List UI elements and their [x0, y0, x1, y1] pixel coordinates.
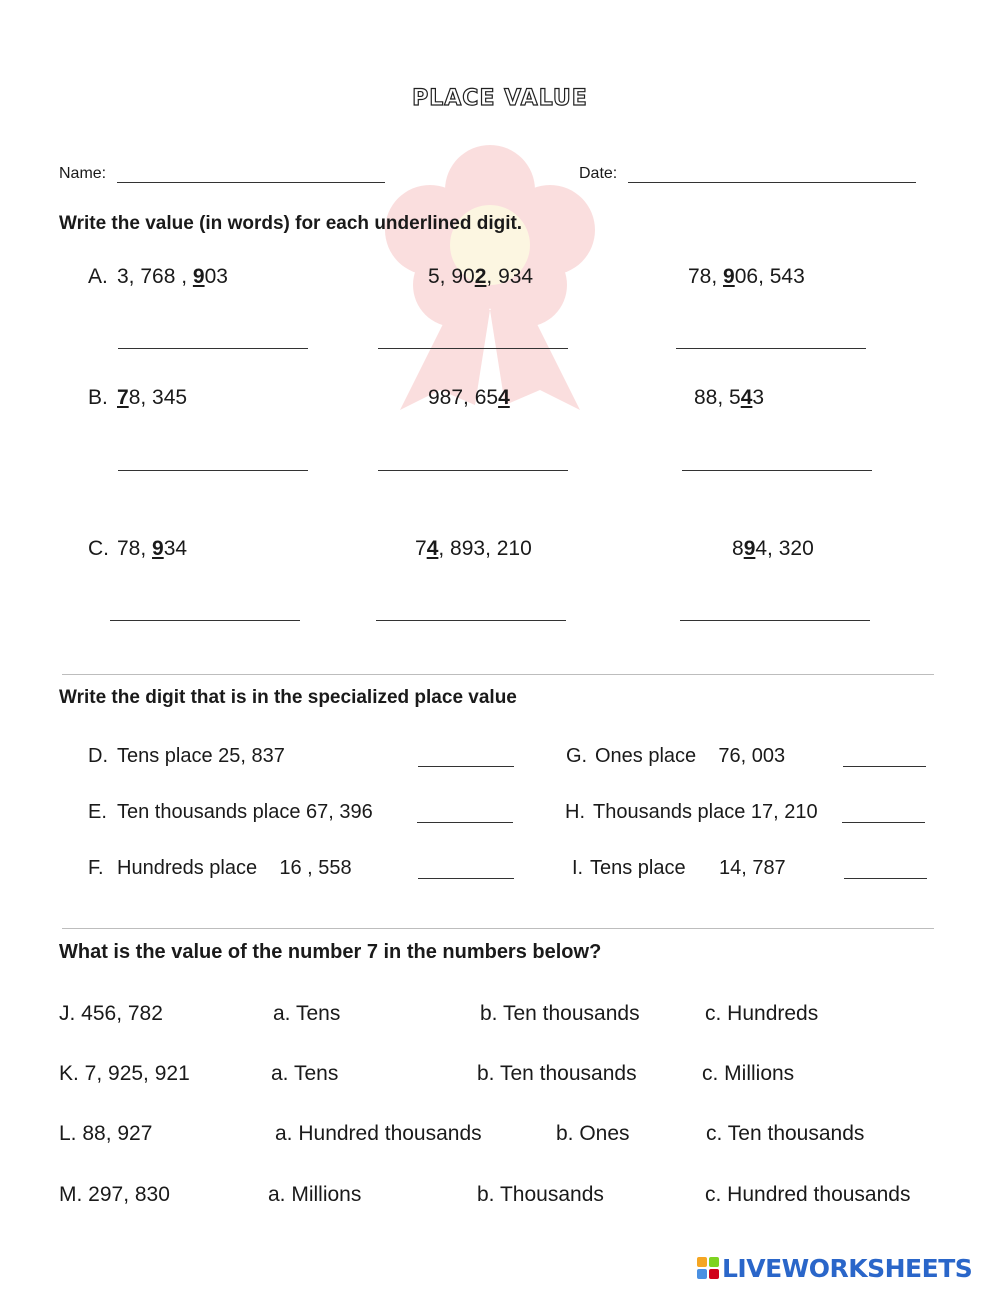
underlined-digit: 9	[743, 537, 756, 560]
item-i-letter: I.	[572, 857, 584, 879]
answer-blank-c1[interactable]	[110, 620, 300, 621]
option-l-a[interactable]: a. Hundred thousands	[275, 1122, 482, 1145]
question-m: M. 297, 830	[59, 1183, 170, 1206]
logo-blocks-icon	[697, 1257, 719, 1279]
option-l-b[interactable]: b. Ones	[556, 1122, 630, 1145]
underlined-digit: 9	[723, 265, 735, 288]
answer-blank-h[interactable]	[842, 822, 925, 823]
section-divider	[62, 674, 934, 675]
item-g-letter: G.	[566, 745, 588, 767]
row-a-letter: A.	[88, 265, 108, 288]
item-b3: 88, 543	[694, 386, 765, 409]
section2-heading: Write the digit that is in the specialized place value	[59, 687, 517, 708]
item-b1: 78, 345	[117, 386, 188, 409]
option-j-a[interactable]: a. Tens	[273, 1002, 341, 1025]
underlined-digit: 4	[426, 537, 439, 560]
underlined-digit: 7	[117, 386, 129, 409]
section3-heading: What is the value of the number 7 in the numbers below?	[59, 941, 602, 963]
question-l: L. 88, 927	[59, 1122, 153, 1145]
question-j: J. 456, 782	[59, 1002, 163, 1025]
option-j-c[interactable]: c. Hundreds	[705, 1002, 819, 1025]
row-c-letter: C.	[88, 537, 109, 560]
underlined-digit: 2	[474, 265, 487, 288]
item-g-text: Ones place 76, 003	[595, 745, 786, 767]
name-label: Name:	[59, 165, 107, 182]
answer-blank-a2[interactable]	[378, 348, 568, 349]
page-title: PLACE VALUE	[412, 86, 588, 111]
row-b-letter: B.	[88, 386, 108, 409]
item-h-text: Thousands place 17, 210	[593, 801, 818, 823]
item-f-letter: F.	[88, 857, 104, 879]
item-h-letter: H.	[565, 801, 585, 823]
underlined-digit: 4	[740, 386, 753, 409]
section-divider	[62, 928, 934, 929]
option-m-c[interactable]: c. Hundred thousands	[705, 1183, 911, 1206]
answer-blank-b3[interactable]	[682, 470, 872, 471]
item-a1: 3, 768 , 903	[117, 265, 228, 288]
date-label: Date:	[579, 165, 618, 182]
underlined-digit: 9	[192, 265, 205, 288]
item-c3: 894, 320	[732, 537, 814, 560]
answer-blank-a3[interactable]	[676, 348, 866, 349]
answer-blank-f[interactable]	[418, 878, 514, 879]
section1-heading: Write the value (in words) for each underlined digit.	[59, 213, 523, 234]
answer-blank-c3[interactable]	[680, 620, 870, 621]
item-a2: 5, 902, 934	[428, 265, 534, 288]
option-m-a[interactable]: a. Millions	[268, 1183, 362, 1206]
option-k-c[interactable]: c. Millions	[702, 1062, 795, 1085]
answer-blank-b2[interactable]	[378, 470, 568, 471]
question-k: K. 7, 925, 921	[59, 1062, 190, 1085]
answer-blank-b1[interactable]	[118, 470, 308, 471]
item-f-text: Hundreds place 16 , 558	[117, 857, 352, 879]
item-d-text: Tens place 25, 837	[117, 745, 285, 767]
liveworksheets-logo	[697, 1253, 972, 1283]
answer-blank-e[interactable]	[417, 822, 513, 823]
answer-blank-d[interactable]	[418, 766, 514, 767]
logo-text: LIVEWORKSHEETS	[722, 1253, 973, 1283]
answer-blank-c2[interactable]	[376, 620, 566, 621]
answer-blank-i[interactable]	[844, 878, 927, 879]
underlined-digit: 9	[152, 537, 164, 560]
name-field[interactable]	[117, 182, 385, 183]
item-a3: 78, 906, 543	[688, 265, 805, 288]
item-e-text: Ten thousands place 67, 396	[117, 801, 373, 823]
option-j-b[interactable]: b. Ten thousands	[480, 1002, 640, 1025]
item-d-letter: D.	[88, 745, 108, 767]
item-b2: 987, 654	[428, 386, 510, 409]
item-c2: 74, 893, 210	[415, 537, 532, 560]
item-c1: 78, 934	[117, 537, 188, 560]
answer-blank-a1[interactable]	[118, 348, 308, 349]
option-k-b[interactable]: b. Ten thousands	[477, 1062, 637, 1085]
option-m-b[interactable]: b. Thousands	[477, 1183, 604, 1206]
item-e-letter: E.	[88, 801, 107, 823]
date-field[interactable]	[628, 182, 916, 183]
answer-blank-g[interactable]	[843, 766, 926, 767]
underlined-digit: 4	[498, 386, 510, 409]
item-i-text: Tens place 14, 787	[590, 857, 786, 879]
option-l-c[interactable]: c. Ten thousands	[706, 1122, 865, 1145]
option-k-a[interactable]: a. Tens	[271, 1062, 339, 1085]
